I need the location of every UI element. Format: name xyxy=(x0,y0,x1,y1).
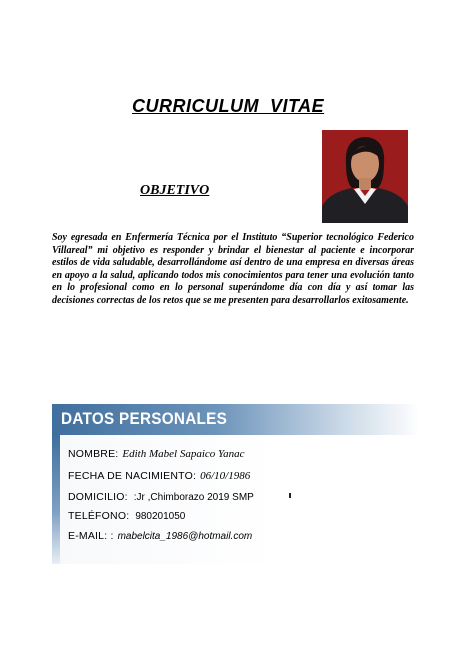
objective-line: Soy egresada en Enfermería Técnica por el Instituto xyxy=(52,232,278,243)
address-value: :Jr ,Chimborazo 2019 SMP xyxy=(133,492,254,503)
document-title: CURRICULUM VITAE xyxy=(132,96,325,116)
address-label: DOMICILIO: xyxy=(68,491,128,503)
email-label: E-MAIL: : xyxy=(68,530,114,542)
objective-line: apoyo a la salud, aplicando todos mis conocimientos para tener una xyxy=(64,269,348,281)
name-label: NOMBRE: xyxy=(68,448,119,460)
objective-line: con día y así tomar las decisiones correctas de los retos que se me xyxy=(52,282,414,306)
personal-data-header xyxy=(52,404,420,435)
email-value: mabelcita_1986@hotmail.com xyxy=(117,531,253,542)
objective-line: evolución tanto en lo profesional como en lo personal superándome día xyxy=(52,269,414,294)
phone-row xyxy=(68,510,185,522)
birthdate-label: FECHA DE NACIMIENTO: xyxy=(68,470,197,482)
email-row xyxy=(68,530,252,542)
objective-line: “Superior tecnológico Federico Villareal” mi objetivo es responder y xyxy=(52,232,414,256)
address-row xyxy=(68,491,254,503)
name-value: Edith Mabel Sapaico Yanac xyxy=(122,448,245,460)
objective-line: presenten para desarrollarlos exitosamente. xyxy=(228,294,409,306)
objective-heading: OBJETIVO xyxy=(140,183,210,198)
name-row xyxy=(68,448,245,460)
phone-value: 980201050 xyxy=(135,511,186,522)
birthdate-row xyxy=(68,470,250,482)
birthdate-value: 06/10/1986 xyxy=(200,470,251,482)
stray-mark xyxy=(289,493,291,498)
profile-photo xyxy=(322,130,408,223)
panel-side-bar xyxy=(52,435,60,564)
phone-label: TELÉFONO: xyxy=(68,510,130,522)
objective-line: desarrollándome así dentro de una empresa en diversas áreas en xyxy=(52,257,414,281)
personal-data-title: DATOS PERSONALES xyxy=(61,409,228,428)
objective-text xyxy=(52,232,414,308)
personal-data-panel xyxy=(52,404,420,564)
objective-line: brindar el bienestar al paciente e incorporar estilos de vida saludable, xyxy=(52,244,414,269)
